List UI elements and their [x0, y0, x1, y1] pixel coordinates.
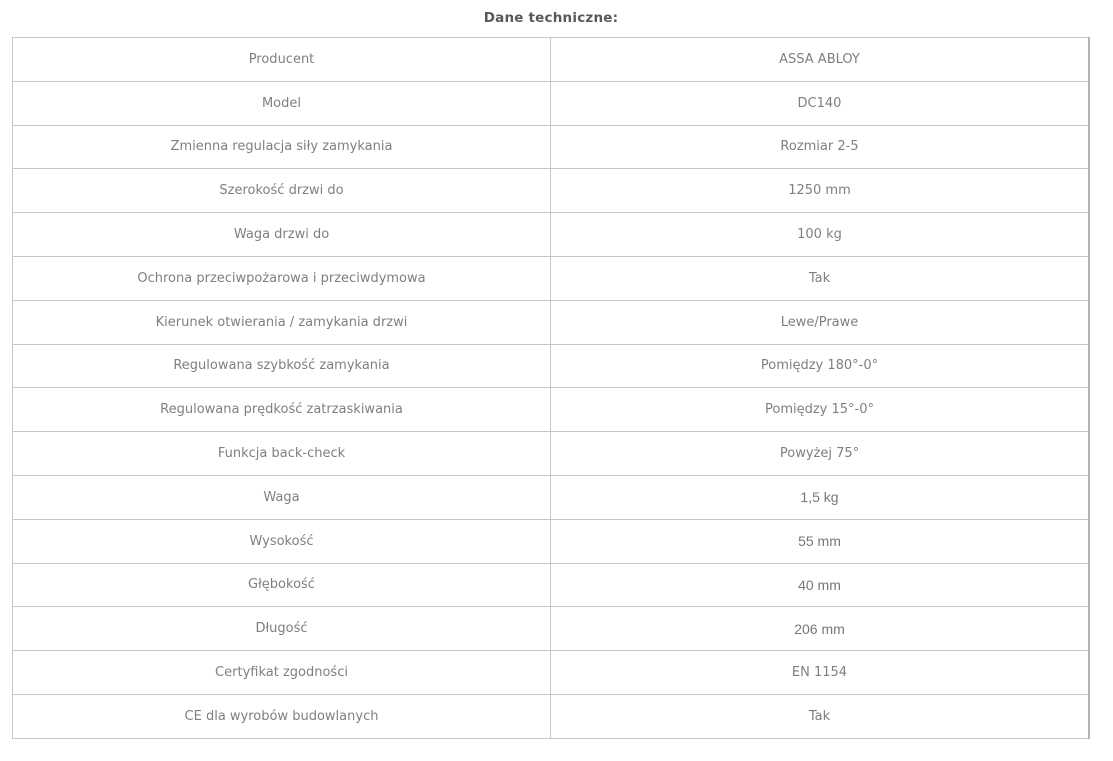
table-row [13, 256, 1090, 300]
property-value-cell: 100 kg [551, 213, 1090, 257]
property-name-cell: Funkcja back-check [13, 432, 551, 476]
property-value-cell: Tak [551, 256, 1090, 300]
table-row [13, 519, 1090, 563]
technical-data-table-body [13, 38, 1090, 739]
table-row [13, 651, 1090, 695]
property-name-cell: Ochrona przeciwpożarowa i przeciwdymowa [13, 256, 551, 300]
property-value-cell: Pomiędzy 15°-0° [551, 388, 1090, 432]
property-value-cell: DC140 [551, 81, 1090, 125]
property-value-cell: Powyżej 75° [551, 432, 1090, 476]
property-value-cell: 1250 mm [551, 169, 1090, 213]
table-row [13, 300, 1090, 344]
property-name-cell: Kierunek otwierania / zamykania drzwi [13, 300, 551, 344]
table-row [13, 213, 1090, 257]
property-value-cell: ASSA ABLOY [551, 38, 1090, 82]
table-row [13, 475, 1090, 519]
property-value-cell: 1,5 kg [551, 475, 1090, 519]
property-name-cell: Wysokość [13, 519, 551, 563]
property-value-cell: 206 mm [551, 607, 1090, 651]
property-name-cell: Regulowana szybkość zamykania [13, 344, 551, 388]
table-row [13, 563, 1090, 607]
table-row [13, 81, 1090, 125]
technical-data-table [12, 37, 1090, 739]
property-name-cell: Model [13, 81, 551, 125]
property-value-cell: EN 1154 [551, 651, 1090, 695]
table-row [13, 607, 1090, 651]
property-value-cell: Tak [551, 694, 1090, 738]
property-name-cell: Szerokość drzwi do [13, 169, 551, 213]
table-row [13, 125, 1090, 169]
property-value-cell: Rozmiar 2-5 [551, 125, 1090, 169]
property-name-cell: Długość [13, 607, 551, 651]
property-name-cell: CE dla wyrobów budowlanych [13, 694, 551, 738]
property-name-cell: Głębokość [13, 563, 551, 607]
property-value-cell: 55 mm [551, 519, 1090, 563]
property-value-cell: Lewe/Prawe [551, 300, 1090, 344]
table-row [13, 344, 1090, 388]
property-name-cell: Certyfikat zgodności [13, 651, 551, 695]
table-row [13, 169, 1090, 213]
property-value-cell: 40 mm [551, 563, 1090, 607]
property-name-cell: Waga drzwi do [13, 213, 551, 257]
table-row [13, 694, 1090, 738]
table-row [13, 432, 1090, 476]
property-name-cell: Producent [13, 38, 551, 82]
table-row [13, 38, 1090, 82]
table-row [13, 388, 1090, 432]
page-title: Dane techniczne: [483, 10, 619, 26]
property-name-cell: Zmienna regulacja siły zamykania [13, 125, 551, 169]
property-name-cell: Waga [13, 475, 551, 519]
property-value-cell: Pomiędzy 180°-0° [551, 344, 1090, 388]
property-name-cell: Regulowana prędkość zatrzaskiwania [13, 388, 551, 432]
